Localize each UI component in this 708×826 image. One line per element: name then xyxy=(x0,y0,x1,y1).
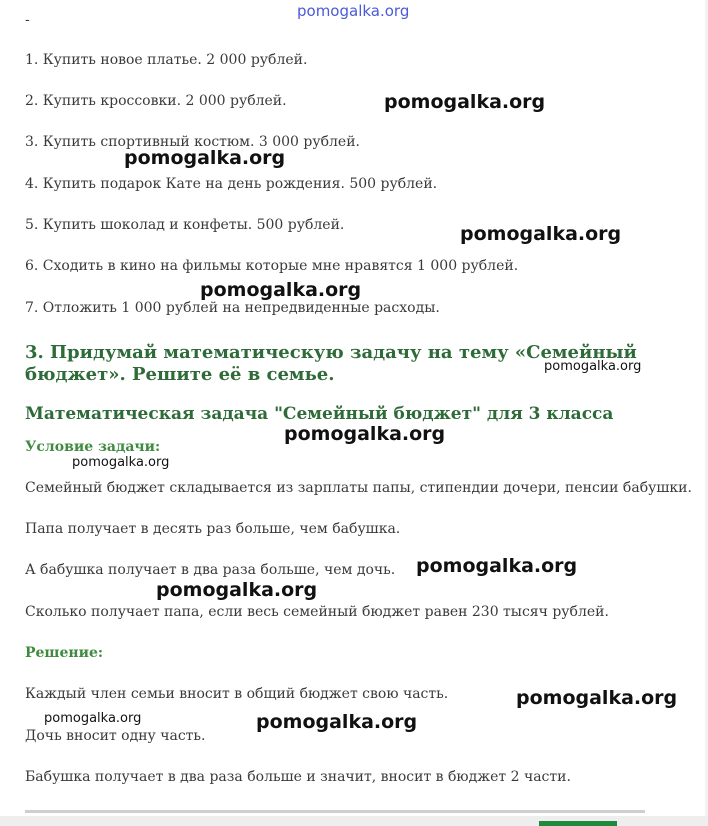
condition-label: Условие задачи: xyxy=(25,439,161,455)
watermark: pomogalka.org xyxy=(460,223,622,245)
watermark-top: pomogalka.org xyxy=(297,2,410,20)
condition-line: Сколько получает папа, если весь семейный бюджет равен 230 тысяч рублей. xyxy=(25,604,609,620)
task-heading: 3. Придумай математическую задачу на тему «Семейный бюджет». Решите её в семье. xyxy=(25,342,637,385)
watermark: pomogalka.org xyxy=(44,711,142,726)
solution-line: Каждый член семьи вносит в общий бюджет свою часть. xyxy=(25,686,449,702)
list-item: 5. Купить шоколад и конфеты. 500 рублей. xyxy=(25,217,345,233)
watermark: pomogalka.org xyxy=(124,147,286,169)
list-item: 4. Купить подарок Кате на день рождения. 500 рублей. xyxy=(25,176,438,192)
condition-line: Папа получает в десять раз больше, чем бабушка. xyxy=(25,521,401,537)
cut-off-text-top: - xyxy=(25,12,30,28)
bottom-accent-button[interactable] xyxy=(539,821,617,826)
solution-line: Бабушка получает в два раза больше и значит, вносит в бюджет 2 части. xyxy=(25,769,571,785)
list-item: 6. Сходить в кино на фильмы которые мне нравятся 1 000 рублей. xyxy=(25,258,519,274)
section-title: Математическая задача "Семейный бюджет" для 3 класса xyxy=(25,404,614,424)
watermark: pomogalka.org xyxy=(200,279,362,301)
cut-off-text-bottom xyxy=(25,806,665,816)
condition-line: Семейный бюджет складывается из зарплаты папы, стипендии дочери, пенсии бабушки. xyxy=(25,480,692,496)
watermark: pomogalka.org xyxy=(256,711,418,733)
watermark: pomogalka.org xyxy=(544,359,642,374)
list-item: 1. Купить новое платье. 2 000 рублей. xyxy=(25,52,308,68)
watermark: pomogalka.org xyxy=(416,555,578,577)
list-item: 2. Купить кроссовки. 2 000 рублей. xyxy=(25,93,287,109)
watermark: pomogalka.org xyxy=(284,423,446,445)
solution-label: Решение: xyxy=(25,645,104,661)
list-item: 3. Купить спортивный костюм. 3 000 рублей. xyxy=(25,134,360,150)
watermark: pomogalka.org xyxy=(72,455,170,470)
condition-line: А бабушка получает в два раза больше, чем дочь. xyxy=(25,562,396,578)
list-item: 7. Отложить 1 000 рублей на непредвиденные расходы. xyxy=(25,300,440,316)
watermark: pomogalka.org xyxy=(156,579,318,601)
watermark: pomogalka.org xyxy=(384,91,546,113)
watermark: pomogalka.org xyxy=(516,687,678,709)
solution-line: Дочь вносит одну часть. xyxy=(25,728,206,744)
